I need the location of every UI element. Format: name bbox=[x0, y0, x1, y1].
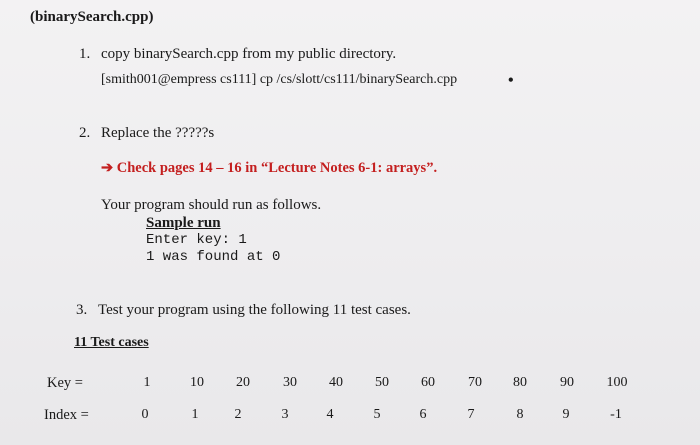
key-cell: 10 bbox=[190, 375, 204, 390]
key-cell: 40 bbox=[329, 375, 343, 390]
sample-run-heading: Sample run bbox=[146, 215, 221, 231]
index-label: Index = bbox=[44, 407, 89, 423]
lecture-notes-hint: ➔ Check pages 14 – 16 in “Lecture Notes 6-1: arrays”. bbox=[101, 160, 438, 176]
index-cell: 7 bbox=[467, 407, 475, 422]
step-1-text: copy binarySearch.cpp from my public directory. bbox=[101, 46, 397, 62]
index-cell: 2 bbox=[234, 407, 242, 422]
sample-run-line-2: 1 was found at 0 bbox=[146, 249, 281, 265]
key-cell: 90 bbox=[560, 375, 574, 390]
run-instruction: Your program should run as follows. bbox=[101, 197, 322, 213]
document-title: (binarySearch.cpp) bbox=[30, 9, 154, 25]
index-cell: 5 bbox=[373, 407, 381, 422]
step-1-number: 1. bbox=[79, 46, 91, 62]
step-3-number: 3. bbox=[76, 302, 88, 318]
index-cell: 6 bbox=[419, 407, 427, 422]
key-cell: 30 bbox=[283, 375, 297, 390]
index-cell: 8 bbox=[516, 407, 524, 422]
index-cell: 0 bbox=[141, 407, 149, 422]
copy-command: [smith001@empress cs111] cp /cs/slott/cs111/binarySearch.cpp bbox=[101, 72, 458, 87]
index-cell: 4 bbox=[326, 407, 334, 422]
key-cell: 60 bbox=[421, 375, 435, 390]
step-2-text: Replace the ?????s bbox=[101, 125, 215, 141]
key-cell: 80 bbox=[513, 375, 527, 390]
index-cell: 3 bbox=[281, 407, 289, 422]
key-cell: 100 bbox=[606, 375, 628, 390]
step-2-number: 2. bbox=[79, 125, 91, 141]
step-3-text: Test your program using the following 11 test cases. bbox=[98, 302, 411, 318]
bullet-icon: • bbox=[508, 72, 514, 89]
key-cell: 70 bbox=[468, 375, 482, 390]
key-cell: 20 bbox=[236, 375, 250, 390]
sample-run-line-1: Enter key: 1 bbox=[146, 232, 247, 248]
test-cases-heading: 11 Test cases bbox=[74, 335, 149, 350]
index-cell: 1 bbox=[191, 407, 199, 422]
index-cell: 9 bbox=[562, 407, 570, 422]
key-cell: 50 bbox=[375, 375, 389, 390]
key-cell: 1 bbox=[143, 375, 151, 390]
index-cell: -1 bbox=[610, 407, 622, 422]
key-label: Key = bbox=[47, 375, 83, 391]
